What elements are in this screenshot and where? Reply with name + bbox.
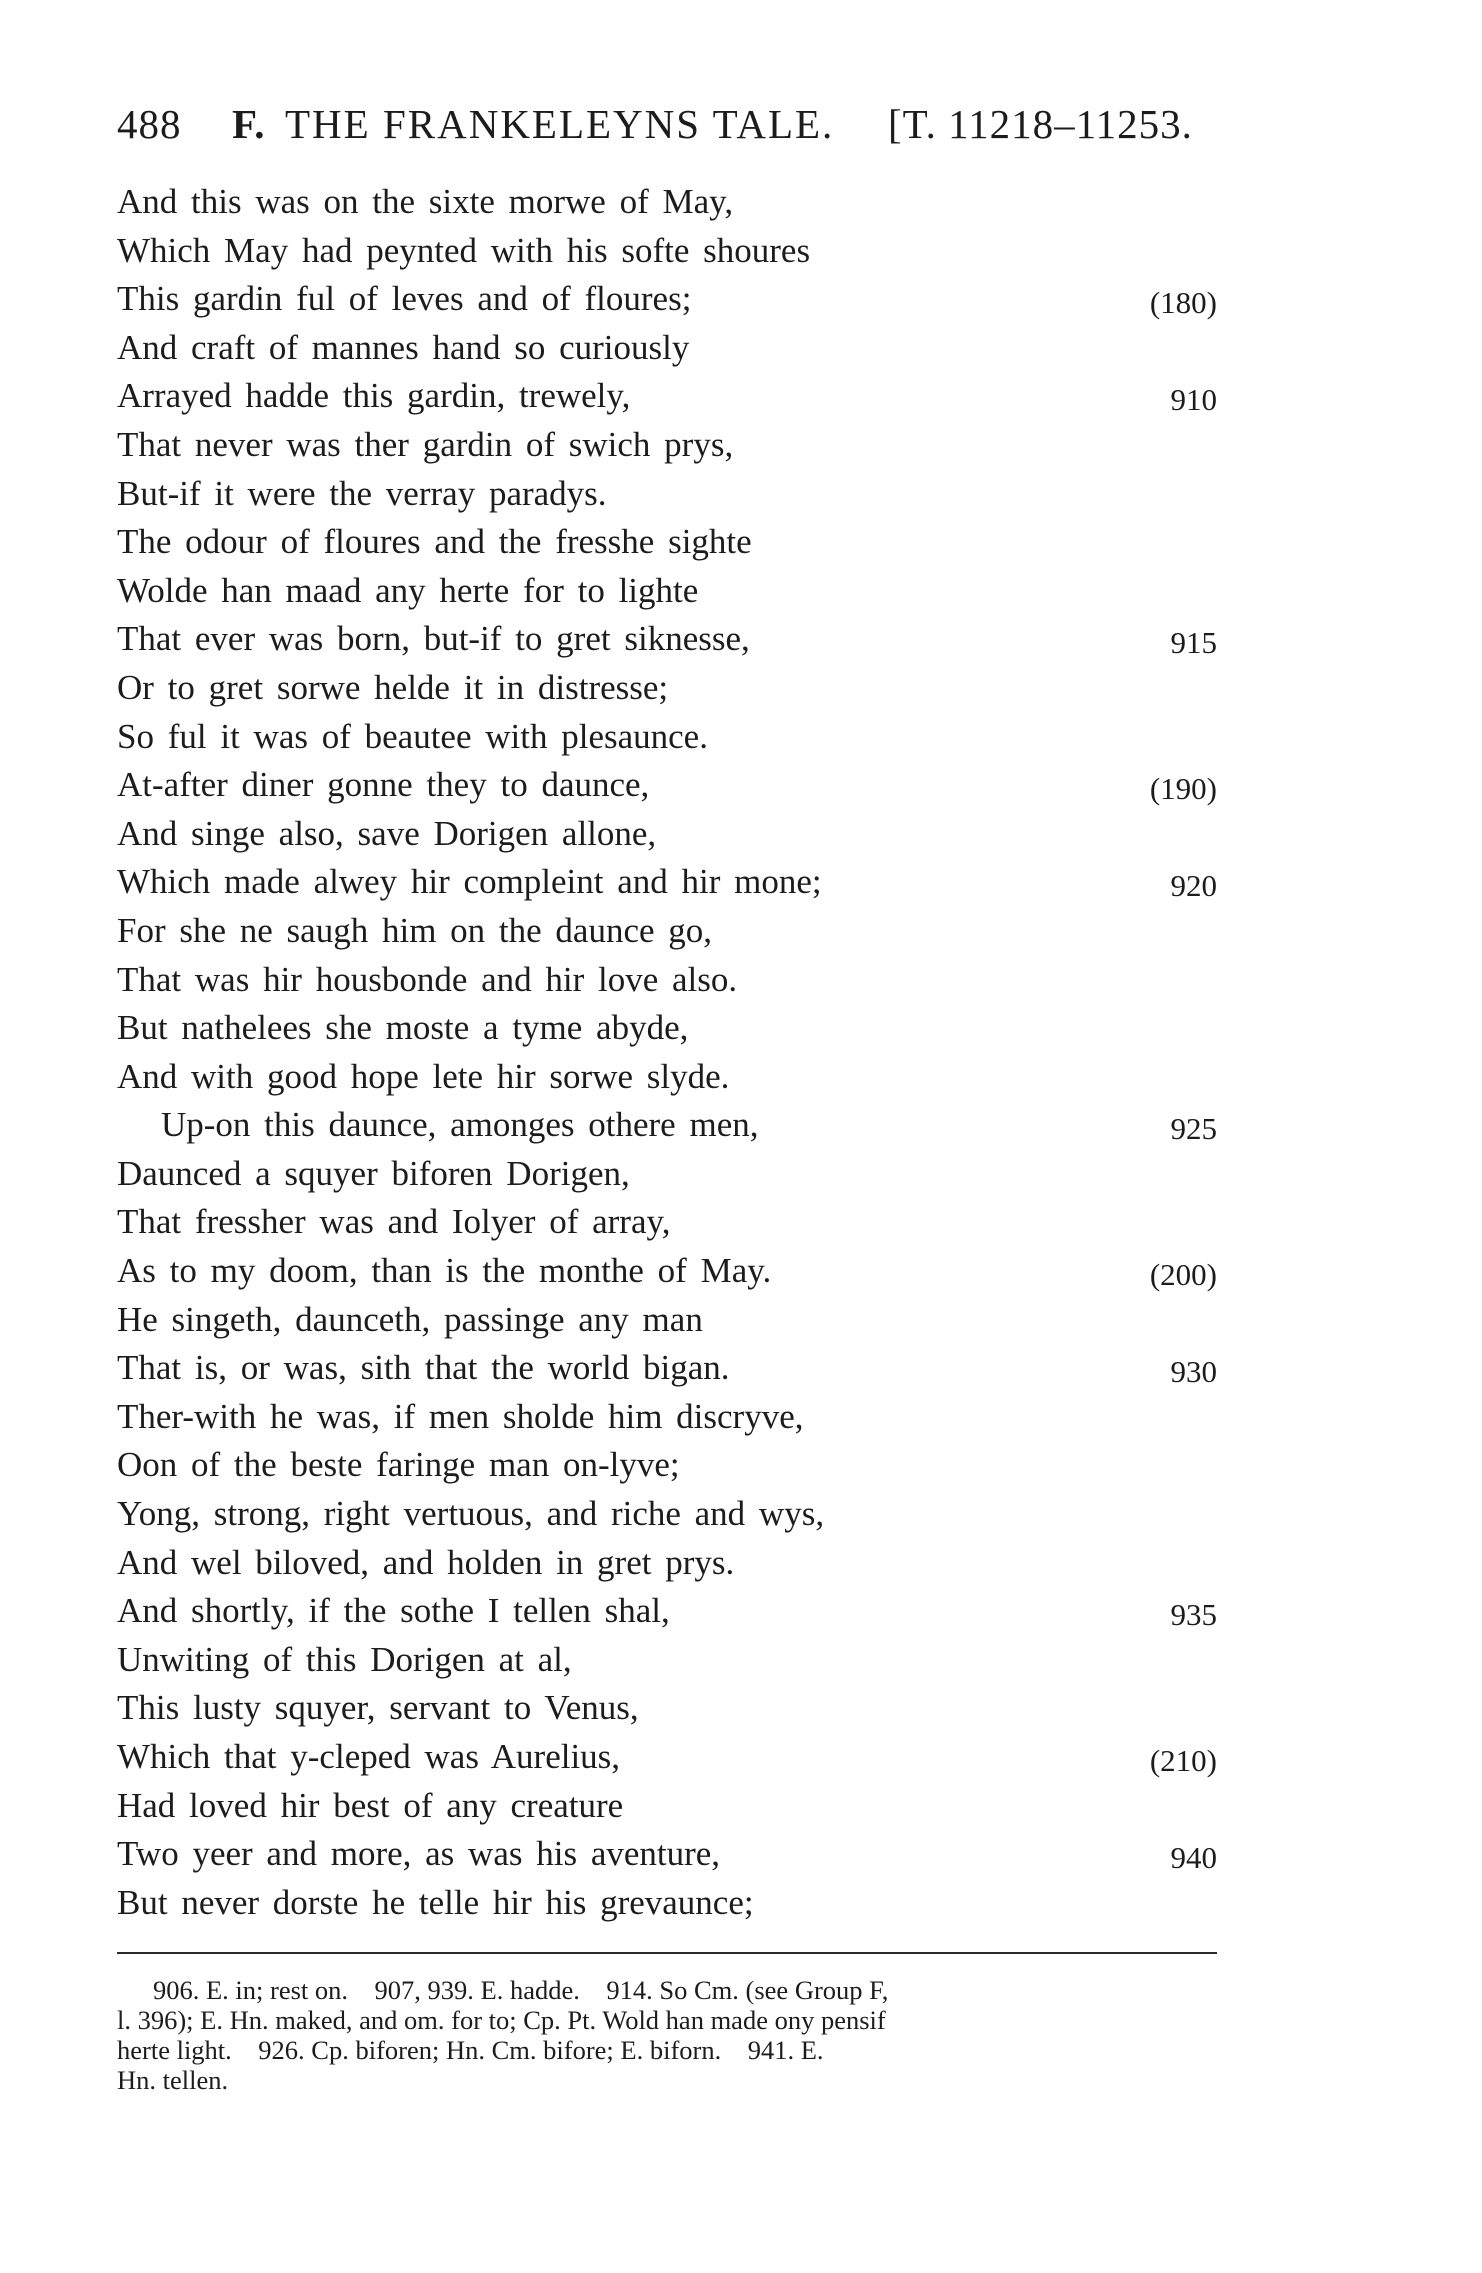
line-number: 920 (1170, 868, 1217, 904)
verse-text: So ful it was of beautee with plesaunce. (117, 716, 708, 756)
group-letter: F. (232, 101, 266, 147)
verse-text: Arrayed hadde this gardin, trewely, (117, 376, 631, 416)
verse-line (117, 1587, 1217, 1636)
verse-line (117, 1733, 1217, 1782)
footnote-text: herte light. 926. Cp. biforen; Hn. Cm. bifore; E. biforn. 941. E. (117, 2035, 824, 2065)
line-number: 930 (1170, 1354, 1217, 1390)
verse-line (117, 858, 1217, 907)
line-number: 925 (1170, 1111, 1217, 1147)
verse-text: Ther-with he was, if men sholde him discryve, (117, 1396, 804, 1436)
verse-text: And wel biloved, and holden in gret prys. (117, 1542, 735, 1582)
verse-text: For she ne saugh him on the daunce go, (117, 910, 713, 950)
verse-block (117, 178, 1217, 1927)
verse-line (117, 907, 1217, 956)
verse-line (117, 1830, 1217, 1879)
footnotes (117, 1975, 1217, 2095)
verse-line (117, 1296, 1217, 1345)
verse-line (117, 615, 1217, 664)
verse-text: That is, or was, sith that the world bigan. (117, 1348, 730, 1388)
verse-line (117, 1053, 1217, 1102)
verse-text: Up-on this daunce, amonges othere men, (161, 1105, 759, 1145)
verse-text: Or to gret sorwe helde it in distresse; (117, 667, 669, 707)
verse-line (117, 1684, 1217, 1733)
running-header (117, 100, 1217, 160)
verse-text: And shortly, if the sothe I tellen shal, (117, 1591, 670, 1631)
verse-text: But nathelees she moste a tyme abyde, (117, 1008, 689, 1048)
verse-line (117, 1150, 1217, 1199)
verse-text: That ever was born, but-if to gret siknesse, (117, 619, 750, 659)
verse-line (117, 1101, 1217, 1150)
verse-line (117, 178, 1217, 227)
verse-line (117, 1247, 1217, 1296)
verse-line (117, 810, 1217, 859)
verse-line (117, 664, 1217, 713)
verse-line (117, 1636, 1217, 1685)
verse-text: And singe also, save Dorigen allone, (117, 813, 657, 853)
page-number: 488 (117, 101, 182, 147)
verse-text: Which that y-cleped was Aurelius, (117, 1737, 621, 1776)
verse-text: This lusty squyer, servant to Venus, (117, 1688, 639, 1728)
verse-text: At-after diner gonne they to daunce, (117, 765, 650, 805)
verse-line (117, 1879, 1217, 1928)
footnote-text: Hn. tellen. (117, 2065, 229, 2095)
verse-line (117, 470, 1217, 519)
verse-text: And with good hope lete hir sorwe slyde. (117, 1056, 730, 1096)
line-number: (200) (1149, 1257, 1217, 1293)
verse-text: That never was ther gardin of swich prys, (117, 424, 734, 464)
verse-text: Wolde han maad any herte for to lighte (117, 570, 699, 610)
verse-text: Daunced a squyer biforen Dorigen, (117, 1153, 630, 1193)
verse-line (117, 1198, 1217, 1247)
verse-text: Oon of the beste faringe man on-lyve; (117, 1445, 680, 1485)
verse-line (117, 372, 1217, 421)
line-number: 935 (1170, 1597, 1217, 1633)
verse-text: Had loved hir best of any creature (117, 1785, 624, 1825)
verse-line (117, 1393, 1217, 1442)
verse-line (117, 518, 1217, 567)
line-number: (190) (1149, 771, 1217, 807)
footnote-line (117, 2005, 1217, 2035)
verse-line (117, 956, 1217, 1005)
verse-line (117, 1004, 1217, 1053)
footnote-line (117, 1975, 1217, 2005)
verse-line (117, 324, 1217, 373)
line-number: 915 (1170, 625, 1217, 661)
verse-text: And this was on the sixte morwe of May, (117, 182, 734, 221)
verse-line (117, 761, 1217, 810)
verse-text: That fressher was and Iolyer of array, (117, 1202, 671, 1242)
line-number: 940 (1170, 1840, 1217, 1876)
verse-text: As to my doom, than is the monthe of May. (117, 1251, 772, 1291)
verse-line (117, 275, 1217, 324)
verse-text: Yong, strong, right vertuous, and riche and wys, (117, 1494, 825, 1534)
verse-text: But never dorste he telle hir his grevaunce; (117, 1882, 754, 1922)
verse-line (117, 1441, 1217, 1490)
verse-text: Which made alwey hir compleint and hir mone; (117, 862, 822, 902)
line-number: (180) (1149, 285, 1217, 321)
verse-line (117, 567, 1217, 616)
verse-text: But-if it were the verray paradys. (117, 473, 607, 513)
verse-text: The odour of floures and the fresshe sighte (117, 522, 752, 562)
line-range: [T. 11218–11253. (888, 101, 1193, 147)
verse-line (117, 421, 1217, 470)
verse-text: This gardin ful of leves and of floures; (117, 279, 692, 319)
verse-line (117, 1539, 1217, 1588)
verse-text: He singeth, daunceth, passinge any man (117, 1299, 703, 1339)
footnote-rule (117, 1952, 1217, 1954)
footnote-text: 906. E. in; rest on. 907, 939. E. hadde. 914. So Cm. (see Group F, (153, 1975, 889, 2005)
verse-line (117, 1344, 1217, 1393)
verse-text: That was hir housbonde and hir love also. (117, 959, 738, 999)
verse-text: Two yeer and more, as was his aventure, (117, 1834, 721, 1874)
verse-text: Which May had peynted with his softe shoures (117, 230, 811, 270)
footnote-line (117, 2035, 1217, 2065)
verse-text: And craft of mannes hand so curiously (117, 327, 690, 367)
verse-line (117, 1782, 1217, 1831)
verse-line (117, 227, 1217, 276)
verse-line (117, 713, 1217, 762)
verse-text: Unwiting of this Dorigen at al, (117, 1639, 572, 1679)
line-number: (210) (1149, 1743, 1217, 1778)
running-title: THE FRANKELEYNS TALE. (285, 101, 835, 147)
footnote-line (117, 2065, 1217, 2095)
footnote-text: l. 396); E. Hn. maked, and om. for to; Cp. Pt. Wold han made ony pensif (117, 2005, 886, 2035)
line-number: 910 (1170, 382, 1217, 418)
verse-line (117, 1490, 1217, 1539)
